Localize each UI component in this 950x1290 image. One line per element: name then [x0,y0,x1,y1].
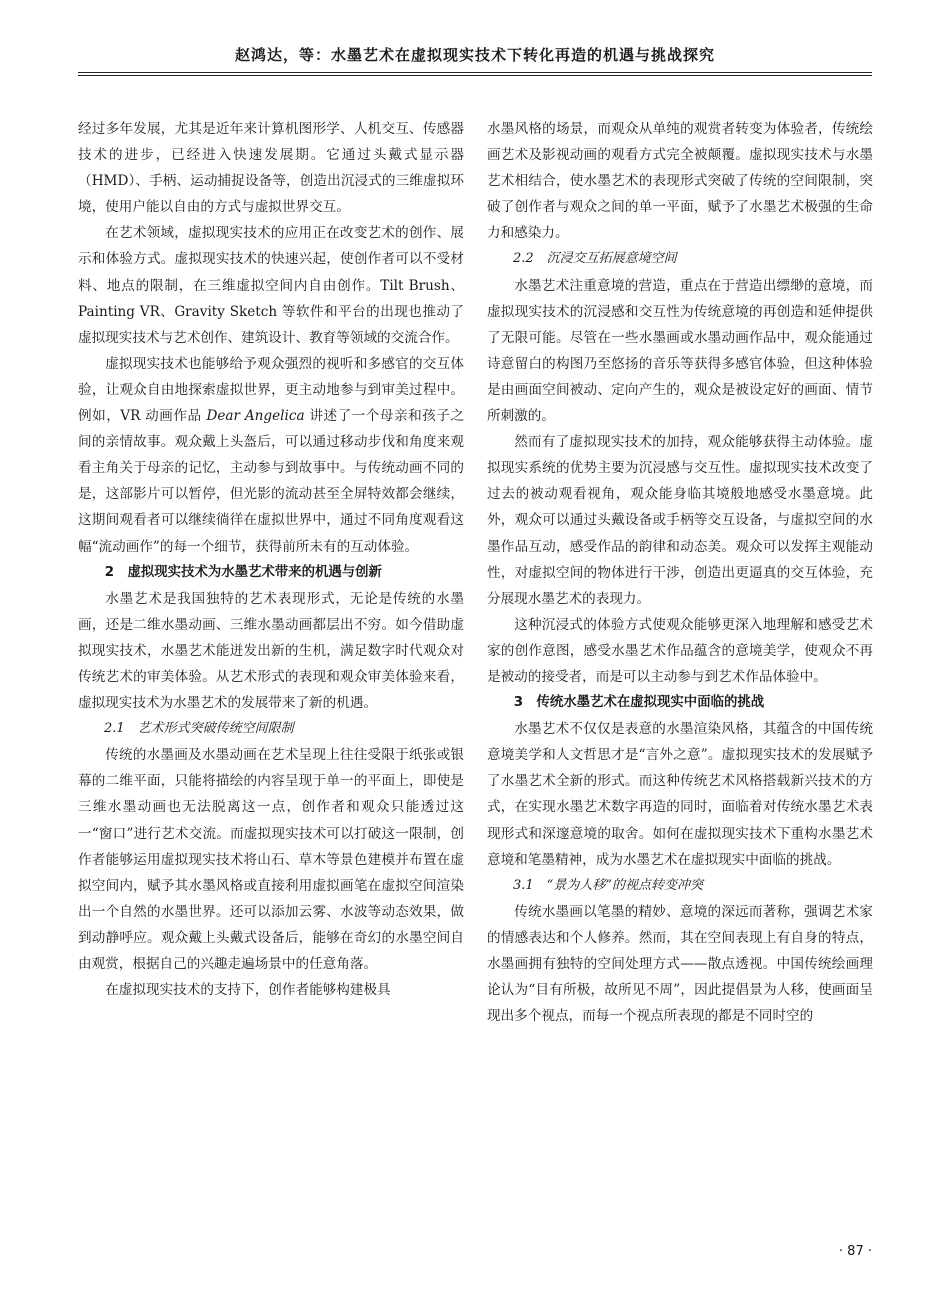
paragraph-text: 讲述了一个母亲和孩子之间的亲情故事。观众戴上头盔后，可以通过移动步伐和角度来观看主角关于母亲的记忆，主动参与到故事中。与传统动画不同的是，这部影片可以暂停，但光影的流动甚至全屏特效都会继续，这期间观看者可以继续徜徉在虚拟世界中，通过不同角度观看这幅“流动画作”的每一个细节，获得前所未有的互动体验。 [78,408,464,555]
section-heading-2: 2 虚拟现实技术为水墨艺术带来的机遇与创新 [104,564,382,580]
paragraph: 水墨风格的场景，而观众从单纯的观赏者转变为体验者，传统绘画艺术及影视动画的观看方式完全被颠覆。虚拟现实技术与水墨艺术相结合，使水墨艺术的表现形式突破了传统的空间限制，突破了创作者与观众之间的单一平面，赋予了水墨艺术极强的生命力和感染力。 [487,121,873,242]
left-column [78,116,464,1003]
paragraph: 然而有了虚拟现实技术的加持，观众能够获得主动体验。虚拟现实系统的优势主要为沉浸感与交互性。虚拟现实技术改变了过去的被动观看视角，观众能身临其境般地感受水墨意境。此外，观众可以通过头戴设备或手柄等交互设备，与虚拟空间的水墨作品互动，感受作品的韵律和动态美。观众可以发挥主观能动性，对虚拟空间的物体进行干涉，创造出更逼真的交互体验，充分展现水墨艺术的表现力。 [487,434,873,607]
paragraph: 传统水墨画以笔墨的精妙、意境的深远而著称，强调艺术家的情感表达和个人修养。然而，其在空间表现上有自身的特点，水墨画拥有独特的空间处理方式——散点透视。中国传统绘画理论认为“目有所极，故所见不周”，因此提倡景为人移，使画面呈现出多个视点，而每一个视点所表现的都是不同时空的 [487,903,873,1025]
paragraph [78,351,464,560]
subsection-heading-2-2: 2.2 沉浸交互拓展意境空间 [513,251,677,267]
paragraph: 水墨艺术注重意境的营造，重点在于营造出缥缈的意境，而虚拟现实技术的沉浸感和交互性为传统意境的再创造和延伸提供了无限可能。尽管在一些水墨画或水墨动画作品中，观众能通过诗意留白的构图乃至悠扬的音乐等获得多感官体验，但这种体验是由画面空间被动、定向产生的，观众是被设定好的画面、情节所刺激的。 [487,277,873,425]
paragraph: 水墨艺术是我国独特的艺术表现形式，无论是传统的水墨画，还是二维水墨动画、三维水墨动画都层出不穷。如今借助虚拟现实技术，水墨艺术能迸发出新的生机，满足数字时代观众对传统艺术的审美体验。从艺术形式的表现和观众审美体验来看，虚拟现实技术为水墨艺术的发展带来了新的机遇。 [78,590,464,712]
paragraph-text: 虚拟现实技术也能够给予观众强烈的视听和多感官的交互体验，让观众自由地探索虚拟世界，更主动地参与到审美过程中。例如，VR 动画作品 [78,355,464,425]
paragraph: 经过多年发展，尤其是近年来计算机图形学、人机交互、传感器技术的进步，已经进入快速发展期。它通过头戴式显示器（HMD）、手柄、运动捕捉设备等，创造出沉浸式的三维虚拟环境，使用户能以自由的方式与虚拟世界交互。 [78,121,464,216]
paragraph: 传统的水墨画及水墨动画在艺术呈现上往往受限于纸张或银幕的二维平面，只能将描绘的内容呈现于单一的平面上，即使是三维水墨动画也无法脱离这一点，创作者和观众只能透过这一“窗口”进行艺术交流。而虚拟现实技术可以打破这一限制，创作者能够运用虚拟现实技术将山石、草木等景色建模并布置在虚拟空间内，赋予其水墨风格或直接利用虚拟画笔在虚拟空间渲染出一个自然的水墨世界。还可以添加云雾、水波等动态效果，做到动静呼应。观众戴上头戴式设备后，能够在奇幻的水墨空间自由观赏，根据自己的兴趣走遍场景中的任意角落。 [78,747,464,972]
paragraph: 水墨艺术不仅仅是表意的水墨渲染风格，其蕴含的中国传统意境美学和人文哲思才是“言外之意”。虚拟现实技术的发展赋予了水墨艺术全新的形式。而这种传统艺术风格搭载新兴技术的方式，在实现水墨艺术数字再造的同时，面临着对传统水墨艺术表现形式和深邃意境的取舍。如何在虚拟现实技术下重构水墨艺术意境和笔墨精神，成为水墨艺术在虚拟现实中面临的挑战。 [487,721,873,868]
work-title: Dear Angelica [206,408,305,425]
paragraph: 在艺术领域，虚拟现实技术的应用正在改变艺术的创作、展示和体验方式。虚拟现实技术的快速兴起，使创作者可以不受材料、地点的限制，在三维虚拟空间内自由创作。Tilt Brush、Painting VR、Gravity Sketch 等软件和平台的出现也推动了虚拟现实技术与艺术创作、建筑设计、教育等领域的交流合作。 [78,225,464,346]
section-heading-3: 3 传统水墨艺术在虚拟现实中面临的挑战 [513,695,765,711]
right-column [487,116,873,1029]
running-header: 赵鸿达，等：水墨艺术在虚拟现实技术下转化再造的机遇与挑战探究 [234,46,715,64]
header-rule [78,72,872,73]
page-number: · 87 · [838,1244,872,1259]
subsection-heading-2-1: 2.1 艺术形式突破传统空间限制 [104,721,294,737]
header-rule-thin [78,75,872,76]
subsection-heading-3-1: 3.1 “景为人移”的视点转变冲突 [513,877,703,893]
paragraph: 在虚拟现实技术的支持下，创作者能够构建极具 [105,982,391,999]
paragraph: 这种沉浸式的体验方式使观众能够更深入地理解和感受艺术家的创作意图，感受水墨艺术作品蕴含的意境美学，使观众不再是被动的接受者，而是可以主动参与到艺术作品体验中。 [487,616,873,685]
